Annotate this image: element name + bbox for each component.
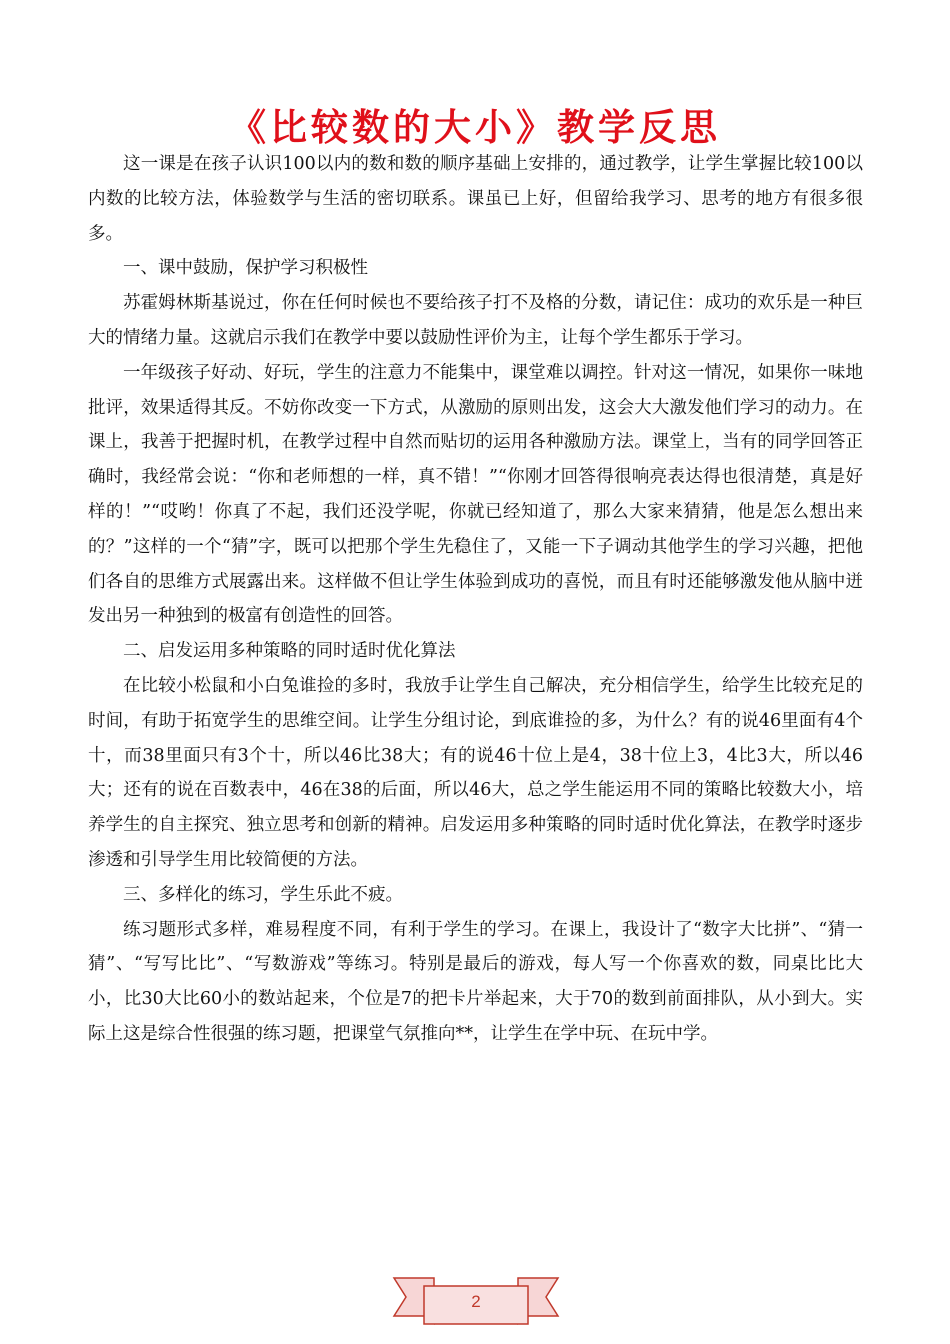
section-heading-3: 三、多样化的练习，学生乐此不疲。 [123, 884, 403, 905]
intro-paragraph: 这一课是在孩子认识100以内的数和数的顺序基础上安排的，通过教学，让学生掌握比较100以内数的比较方法，体验数学与生活的密切联系。课虽已上好，但留给我学习、思考的地方有很多很多。 [88, 154, 863, 244]
section-heading-2: 二、启发运用多种策略的同时适时优化算法 [123, 641, 456, 662]
section-1-paragraph-2: 一年级孩子好动、好玩，学生的注意力不能集中，课堂难以调控。针对这一情况，如果你一味地批评，效果适得其反。不妨你改变一下方式，从激励的原则出发，这会大大激发他们学习的动力。在课上，我善于把握时机，在教学过程中自然而贴切的运用各种激励方法。课堂上，当有的同学回答正确时，我经常会说：“你和老师想的一样，真不错！”“你刚才回答得很响亮表达得也很清楚，真是好样的！”“哎哟！你真了不起，我们还没学呢，你就已经知道了，那么大家来猜猜，他是怎么想出来的？”这样的一个“猜”字，既可以把那个学生先稳住了，又能一下子调动其他学生的学习兴趣，把他们各自的思维方式展露出来。这样做不但让学生体验到成功的喜悦，而且有时还能够激发他从脑中迸发出另一种独到的极富有创造性的回答。 [88, 362, 863, 627]
section-3-paragraph: 练习题形式多样，难易程度不同，有利于学生的学习。在课上，我设计了“数字大比拼”、“猜一猜”、“写写比比”、“写数游戏”等练习。特别是最后的游戏，每人写一个你喜欢的数，同桌比比大小，比30大比60小的数站起来，个位是7的把卡片举起来，大于70的数到前面排队，从小到大。实际上这是综合性很强的练习题，把课堂气氛推向**，让学生在学中玩、在玩中学。 [88, 919, 863, 1044]
page-number-badge [392, 1268, 560, 1334]
document-body [88, 147, 863, 1052]
document-title: 《比较数的大小》教学反思 [229, 106, 721, 149]
page-number: 2 [471, 1292, 481, 1311]
section-1-paragraph-1: 苏霍姆林斯基说过，你在任何时候也不要给孩子打不及格的分数，请记住：成功的欢乐是一种巨大的情绪力量。这就启示我们在教学中要以鼓励性评价为主，让每个学生都乐于学习。 [88, 293, 863, 348]
section-heading-1: 一、课中鼓励，保护学习积极性 [123, 258, 368, 279]
section-2-paragraph: 在比较小松鼠和小白兔谁捡的多时，我放手让学生自己解决，充分相信学生，给学生比较充足的时间，有助于拓宽学生的思维空间。让学生分组讨论，到底谁捡的多，为什么？有的说46里面有4个十，而38里面只有3个十，所以46比38大；有的说46十位上是4，38十位上3，4比3大，所以46大；还有的说在百数表中，46在38的后面，所以46大，总之学生能运用不同的策略比较数大小，培养学生的自主探究、独立思考和创新的精神。启发运用多种策略的同时适时优化算法，在教学时逐步渗透和引导学生用比较简便的方法。 [88, 675, 863, 870]
